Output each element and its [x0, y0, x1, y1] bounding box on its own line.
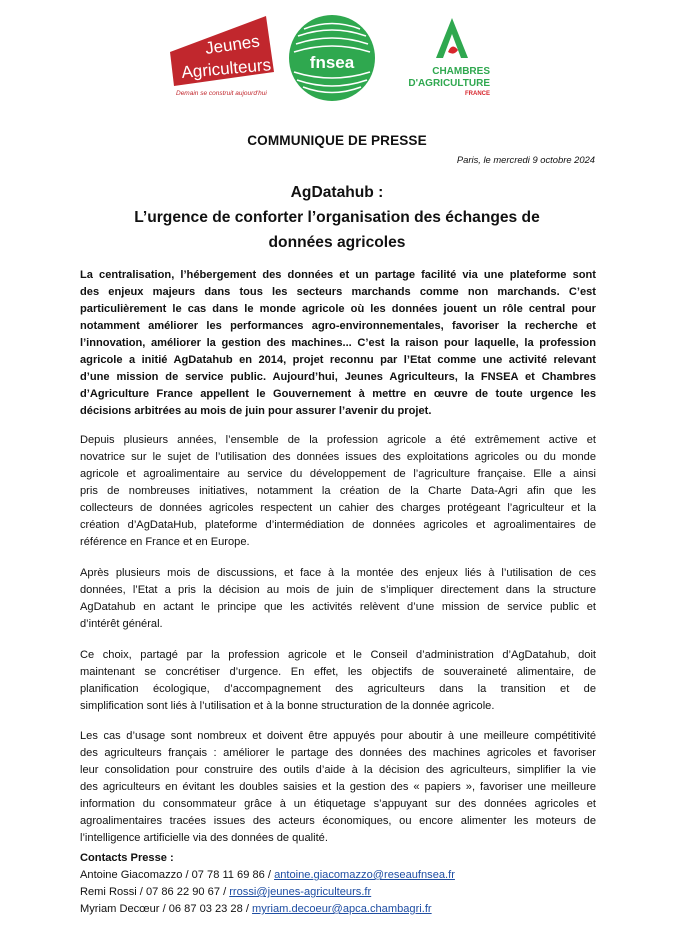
text-line: des agriculteurs en évitant les doubles saisies et la gestion des « papiers », favoriser une meilleure [80, 781, 596, 793]
text-line: AgDatahub en actant le principe que les activités relèvent d’une mission de service public et [80, 601, 596, 613]
ja-logo-line2: Agriculteurs [180, 55, 272, 82]
text-line: novatrice sur le sujet de l’utilisation des données issues des exploitations agricoles ou du monde [80, 451, 596, 463]
lead-paragraph [80, 267, 596, 420]
text-line: création d’AgDataHub, plateforme d’intermédiation de données agricoles et agroalimentaires de [80, 519, 596, 531]
text-line: notamment améliorer les performances agro-environnementales, favoriser la recherche et [80, 320, 596, 332]
text-line: particulièrement le cas dans le monde agricole où les données jouent un rôle central pour [80, 303, 596, 315]
body-paragraph-2 [80, 565, 596, 633]
contact-email-link[interactable]: rrossi@jeunes-agriculteurs.fr [229, 886, 372, 898]
contact-details: Myriam Decœur / 06 87 03 23 28 / [80, 903, 253, 915]
contact-details: Remi Rossi / 07 86 22 90 67 / [80, 886, 230, 898]
ja-logo-tagline: Demain se construit aujourd'hui [176, 90, 267, 97]
ca-logo-line3: FRANCE [465, 91, 490, 97]
text-line: agricole a initié AgDatahub en 2014, projet reconnu par l’Etat comme une activité relevant [80, 354, 596, 366]
text-line: l’intelligence artificielle via des données de qualité. [80, 832, 328, 844]
contact-details: Antoine Giacomazzo / 07 78 11 69 86 / [80, 869, 275, 881]
text-line: maintenant se concrétiser d’urgence. En effet, les objectifs de souveraineté alimentaire, de [80, 666, 596, 678]
text-line: Ce choix, partagé par la profession agricole et le Conseil d’administration d’AgDatahub, doit [80, 649, 596, 661]
contacts-heading: Contacts Presse : [80, 852, 174, 864]
body-paragraph-4 [80, 728, 596, 847]
body-paragraph-3 [80, 647, 596, 715]
fnsea-logo-text: fnsea [309, 53, 355, 72]
text-line: pris de nombreuses initiatives, notamment la création de la Charte Data-Agri afin que les [80, 485, 596, 497]
contact-email-link[interactable]: myriam.decoeur@apca.chambagri.fr [252, 903, 432, 915]
text-line: leur consolidation pour construire des outils d’aide à la décision des agriculteurs, simplifier la vie [80, 764, 596, 776]
jeunes-agriculteurs-logo [166, 12, 278, 98]
text-line: des agriculteurs français : améliorer le partage des données des machines agricoles et favoriser [80, 747, 596, 759]
dateline: Paris, le mercredi 9 octobre 2024 [456, 154, 595, 165]
text-line: Les cas d’usage sont nombreux et doivent être appuyés pour aboutir à une meilleure compétitivité [80, 730, 596, 742]
headline-line: données agricoles [268, 234, 406, 251]
text-line: décisions arbitrées au mois de juin pour assurer l’avenir du projet. [80, 405, 432, 417]
contact-email-link[interactable]: antoine.giacomazzo@reseaufnsea.fr [274, 869, 455, 881]
text-line: collecteurs de données agricoles respectent un cahier des charges protégeant l’agriculteur et la [80, 502, 596, 514]
chambres-agriculture-logo [396, 12, 492, 104]
text-line: agroalimentaires tracées issues des acteurs économiques, ou encore alimenter les moteurs de [80, 815, 596, 827]
headline-line: L’urgence de conforter l’organisation des échanges de [134, 209, 540, 226]
text-line: simplification sont liés à l’utilisation et à la bonne structuration de la donnée agricole. [80, 700, 495, 712]
text-line: référence en France et en Europe. [80, 536, 250, 548]
ca-logo-line2: D'AGRICULTURE [408, 78, 490, 89]
press-contacts [80, 850, 455, 918]
text-line: Après plusieurs mois de discussions, et face à la montée des enjeux liés à l’utilisation de ces [80, 567, 596, 579]
text-line: données, l’Etat a pris la décision au mois de juin de s’impliquer directement dans la structure [80, 584, 596, 596]
ca-logo-line1: CHAMBRES [432, 66, 490, 77]
fnsea-logo [288, 14, 376, 102]
headline-line: AgDatahub : [290, 184, 384, 201]
text-line: l’innovation, améliorer la gestion des machines... C’est la raison pour laquelle, la profession [80, 337, 596, 349]
text-line: d’une mission de service public. Aujourd’hui, Jeunes Agriculteurs, la FNSEA et Chambres [80, 371, 596, 383]
text-line: d’Agriculture France appellent le Gouvernement à mettre en œuvre de toute urgence les [80, 388, 596, 400]
logo-bar [0, 6, 674, 106]
headline [0, 180, 674, 255]
contact-line [80, 867, 455, 884]
text-line: agricole et agroalimentaire au service du développement de l’agriculture française. Elle a ainsi [80, 468, 596, 480]
ja-logo-line1: Jeunes [203, 31, 261, 58]
text-line: information du consommateur grâce à un étiquetage s’appuyant sur des données agricoles et [80, 798, 596, 810]
text-line: Depuis plusieurs années, l’ensemble de la profession agricole a été extrêmement active et [80, 434, 596, 446]
contact-line [80, 901, 455, 918]
text-line: d’intérêt général. [80, 618, 163, 630]
text-line: La centralisation, l’hébergement des données et un partage facilité via une plateforme sont [80, 269, 596, 281]
body-paragraph-1 [80, 432, 596, 551]
text-line: des enjeux majeurs dans tous les secteurs marchands comme non marchands. C’est [80, 286, 596, 298]
text-line: planification écologique, d’accompagnement des agriculteurs dans la transition et de [80, 683, 596, 695]
contact-line [80, 884, 455, 901]
document-type-title: COMMUNIQUE DE PRESSE [247, 133, 427, 148]
